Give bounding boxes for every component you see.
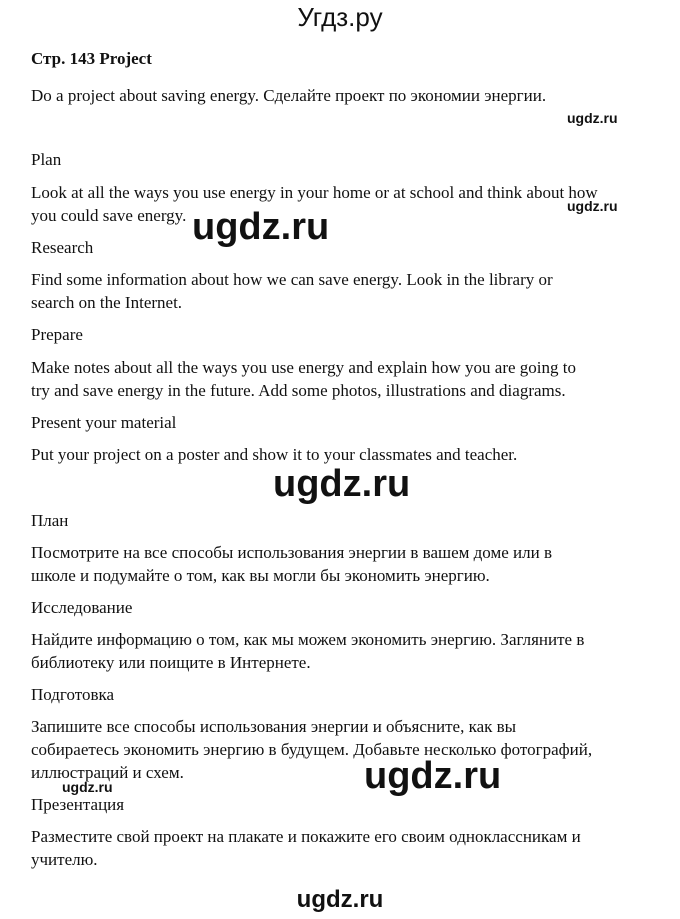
research-line-ru: Найдите информацию о том, как мы можем экономить энергию. Загляните в <box>31 630 585 649</box>
present-title-ru: Презентация <box>31 795 125 814</box>
plan-title: Plan <box>31 150 62 169</box>
present-text-ru <box>31 825 651 871</box>
plan-title-ru: План <box>31 511 69 530</box>
footer-watermark: ugdz.ru <box>296 886 384 913</box>
watermark-big: ugdz.ru <box>192 206 330 248</box>
page-heading: Стр. 143 Project <box>31 49 152 68</box>
present-title: Present your material <box>31 413 177 432</box>
watermark-big: ugdz.ru <box>273 463 411 505</box>
plan-line-ru: Посмотрите на все способы использования энергии в вашем доме или в <box>31 543 552 562</box>
research-line: Find some information about how we can save energy. Look in the library or <box>31 270 553 289</box>
research-title-ru: Исследование <box>31 598 133 617</box>
plan-line: you could save energy. <box>31 206 187 225</box>
prepare-line-ru: собираетесь экономить энергию в будущем. Добавьте несколько фотографий, <box>31 740 593 759</box>
research-line: search on the Internet. <box>31 293 183 312</box>
present-line-ru: учителю. <box>31 850 98 869</box>
prepare-title: Prepare <box>31 325 83 344</box>
prepare-text-ru <box>31 715 651 784</box>
prepare-text <box>31 356 651 402</box>
watermark-small: ugdz.ru <box>567 198 618 214</box>
present-line: Put your project on a poster and show it to your classmates and teacher. <box>31 445 518 464</box>
prepare-line: Make notes about all the ways you use energy and explain how you are going to <box>31 358 576 377</box>
watermark-small: ugdz.ru <box>567 110 618 126</box>
plan-line-ru: школе и подумайте о том, как вы могли бы экономить энергию. <box>31 566 490 585</box>
prepare-title-ru: Подготовка <box>31 685 115 704</box>
research-text-ru <box>31 628 651 674</box>
research-text <box>31 268 651 314</box>
plan-text <box>31 181 651 227</box>
present-line-ru: Разместите свой проект на плакате и покажите его своим одноклассникам и <box>31 827 581 846</box>
research-title: Research <box>31 238 94 257</box>
watermark-small: ugdz.ru <box>62 779 113 795</box>
plan-line: Look at all the ways you use energy in your home or at school and think about how <box>31 183 598 202</box>
prepare-line-ru: Запишите все способы использования энергии и объясните, как вы <box>31 717 517 736</box>
prepare-line-ru: иллюстраций и схем. <box>31 763 184 782</box>
prepare-line: try and save energy in the future. Add some photos, illustrations and diagrams. <box>31 381 566 400</box>
watermark-big: ugdz.ru <box>364 755 502 797</box>
plan-text-ru <box>31 541 651 587</box>
task-text: Do a project about saving energy. Сделайте проект по экономии энергии. <box>31 86 547 105</box>
site-title: Угдз.ру <box>297 2 383 32</box>
research-line-ru: библиотеку или поищите в Интернете. <box>31 653 311 672</box>
